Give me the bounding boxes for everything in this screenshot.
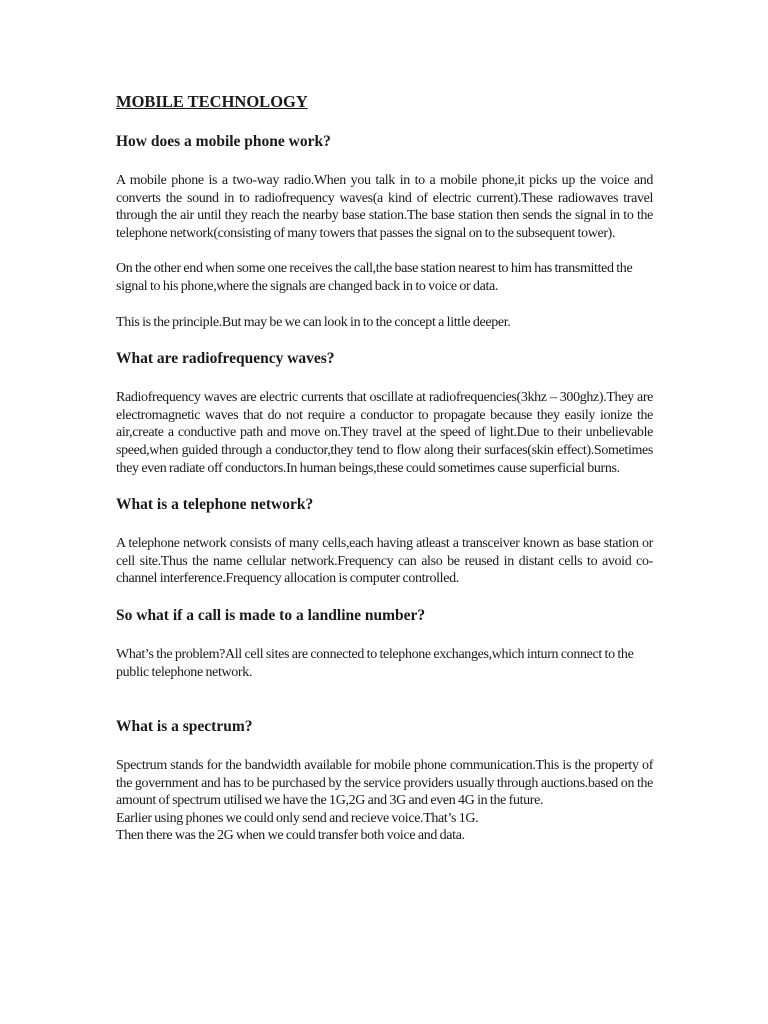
paragraph: A mobile phone is a two-way radio.When you talk in to a mobile phone,it picks up the voice and converts the sound in to radiofrequency waves(a kind of electric current).These radiowaves travel through the air until they reach the nearby base station.The base station then sends the signal in to the telephone network(consisting of many towers that passes the signal on to the subsequent tower). xyxy=(116,173,653,241)
paragraph: Spectrum stands for the bandwidth available for mobile phone communication.This is the property of the government and has to be purchased by the service providers usually through auctions.based on the amount of spectrum utilised we have the 1G,2G and 3G and even 4G in the future. xyxy=(116,758,653,809)
section-heading-landline-call: So what if a call is made to a landline number? xyxy=(116,606,426,624)
section-heading-radiofrequency-waves: What are radiofrequency waves? xyxy=(116,350,335,368)
paragraph: A telephone network consists of many cells,each having atleast a transceiver known as base station or cell site.Thus the name cellular network.Frequency can also be reused in distant cells to avoid co-channel interference.Frequency allocation is computer controlled. xyxy=(116,536,653,587)
paragraph: Earlier using phones we could only send and recieve voice.That’s 1G. xyxy=(116,810,479,826)
paragraph: What’s the problem?All cell sites are connected to telephone exchanges,which inturn connect to the public telephone network. xyxy=(116,646,634,680)
section-heading-how-phone-works: How does a mobile phone work? xyxy=(116,133,331,150)
document-title: MOBILE TECHNOLOGY xyxy=(116,92,308,111)
document-body xyxy=(116,92,653,845)
section-heading-spectrum: What is a spectrum? xyxy=(116,718,253,736)
paragraph: Radiofrequency waves are electric currents that oscillate at radiofrequencies(3khz – 300ghz).They are electromagnetic waves that do not require a conductor to propagate because they easily ionize the air,create a conductive path and move on.They travel at the speed of light.Due to their unbelievable speed,when guided through a conductor,they tend to flow along their surfaces(skin effect).Sometimes they even radiate off conductors.In human beings,these could sometimes cause superficial burns. xyxy=(116,390,653,476)
paragraph: On the other end when some one receives the call,the base station nearest to him has transmitted the signal to his phone,where the signals are changed back in to voice or data. xyxy=(116,261,633,294)
section-heading-telephone-network: What is a telephone network? xyxy=(116,496,314,514)
paragraph: This is the principle.But may be we can look in to the concept a little deeper. xyxy=(116,314,511,330)
paragraph: Then there was the 2G when we could transfer both voice and data. xyxy=(116,828,465,844)
